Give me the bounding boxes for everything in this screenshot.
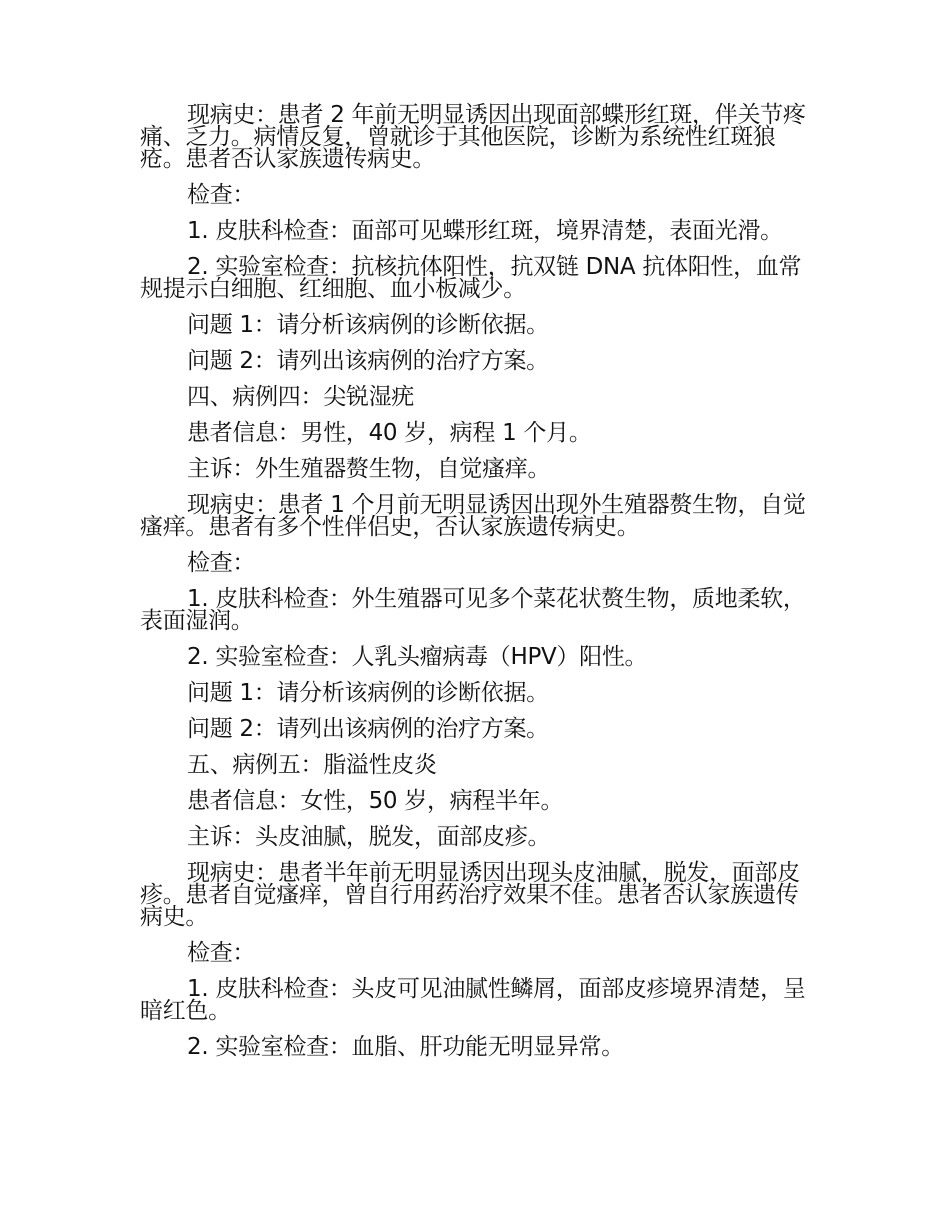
section-heading-case4: 四、病例四：尖锐湿疣: [187, 384, 415, 410]
patient-info-case5: 患者信息：女性，50 岁，病程半年。: [187, 788, 564, 814]
question-1-case4: 问题 1：请分析该病例的诊断依据。: [187, 680, 549, 706]
history-paragraph-case3: 现病史：患者 2 年前无明显诱因出现面部蝶形红斑，伴关节疼痛、乏力。病情反复，曾就诊于其他医院，诊断为系统性红斑狼疮。患者否认家族遗传病史。: [140, 102, 806, 172]
lab-exam-case5: 2. 实验室检查：血脂、肝功能无明显异常。: [187, 1034, 624, 1060]
chief-complaint-case4: 主诉：外生殖器赘生物，自觉瘙痒。: [187, 456, 551, 482]
history-paragraph-case5: 现病史：患者半年前无明显诱因出现头皮油腻，脱发，面部皮疹。患者自觉瘙痒，曾自行用药治疗效果不佳。患者否认家族遗传病史。: [140, 860, 800, 930]
exam-heading-case4: 检查：: [187, 550, 256, 576]
exam-heading-case3: 检查：: [187, 182, 256, 208]
skin-exam-case3: 1. 皮肤科检查：面部可见蝶形红斑，境界清楚，表面光滑。: [187, 218, 783, 244]
history-paragraph-case4: 现病史：患者 1 个月前无明显诱因出现外生殖器赘生物，自觉瘙痒。患者有多个性伴侣史，否认家族遗传病史。: [140, 492, 806, 540]
exam-heading-case5: 检查：: [187, 940, 256, 966]
question-2-case4: 问题 2：请列出该病例的治疗方案。: [187, 716, 549, 742]
question-2-case3: 问题 2：请列出该病例的治疗方案。: [187, 348, 549, 374]
section-heading-case5: 五、病例五：脂溢性皮炎: [187, 752, 437, 778]
question-1-case3: 问题 1：请分析该病例的诊断依据。: [187, 312, 549, 338]
lab-exam-case3: 2. 实验室检查：抗核抗体阳性，抗双链 DNA 抗体阳性，血常规提示白细胞、红细胞、血小板减少。: [140, 254, 802, 302]
patient-info-case4: 患者信息：男性，40 岁，病程 1 个月。: [187, 420, 592, 446]
document-body: [140, 104, 815, 1072]
chief-complaint-case5: 主诉：头皮油腻，脱发，面部皮疹。: [187, 824, 551, 850]
skin-exam-case4: 1. 皮肤科检查：外生殖器可见多个菜花状赘生物，质地柔软，表面湿润。: [140, 586, 806, 634]
lab-exam-case4: 2. 实验室检查：人乳头瘤病毒（HPV）阳性。: [187, 644, 648, 670]
skin-exam-case5: 1. 皮肤科检查：头皮可见油腻性鳞屑，面部皮疹境界清楚，呈暗红色。: [140, 976, 806, 1024]
